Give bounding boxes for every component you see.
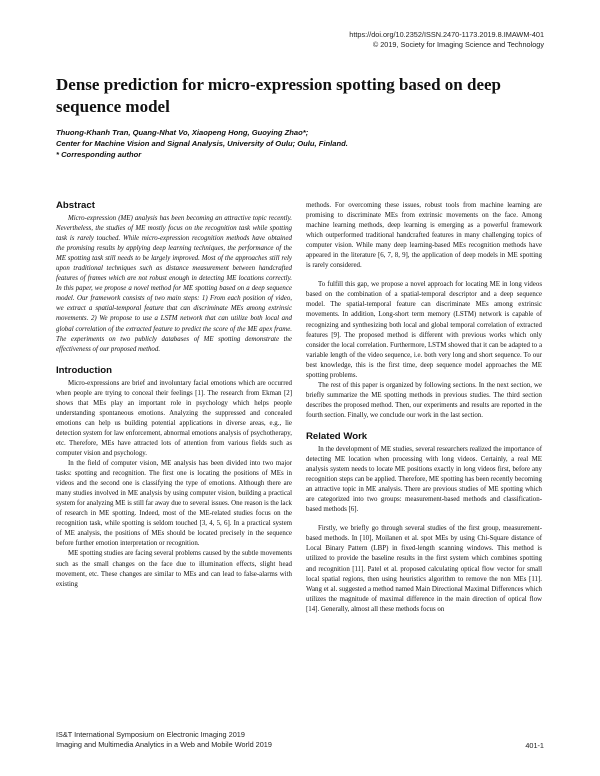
footer-symposium: IS&T International Symposium on Electronic Imaging 2019 — [56, 730, 245, 739]
copyright-line: © 2019, Society for Imaging Science and Technology — [372, 40, 544, 49]
intro-paragraph: The rest of this paper is organized by following sections. In the next section, we briefly summarize the ME spotting methods in previous studies. The third section describes the proposed method. Then, our experiments and results are reported in the fourth section. Finally, we conclude our work in the last section. — [306, 381, 542, 419]
author-block — [56, 127, 546, 160]
author-affiliation: Center for Machine Vision and Signal Analysis, University of Oulu; Oulu, Finland. — [56, 139, 348, 148]
footer-conference: Imaging and Multimedia Analytics in a Web and Mobile World 2019 — [56, 740, 272, 749]
left-column — [56, 200, 292, 590]
page-number: 401-1 — [525, 741, 544, 750]
related-work-paragraph: Firstly, we briefly go through several studies of the first group, measurement-based methods. In [10], Moilanen et al. spot MEs by using Chi-Square distance of Local Binary Pattern (LBP) in fixed-length scanning windows. This method is utilized to provide the baseline results in the first system which combines spotting and recognition [11]. Patel et al. proposed calculating optical flow vector for small local spatial regions, then using heuristics algorithm to remove the non MEs [11]. Wang et al. suggested a method named Main Directional Maximal Differences which utilizes the magnitude of maximal difference in the main direction of optical flow [14]. Generally, almost all these methods focus on — [306, 525, 542, 613]
doi-link[interactable]: https://doi.org/10.2352/ISSN.2470-1173.2019.8.IMAWM-401 — [349, 30, 544, 39]
abstract-heading: Abstract — [56, 200, 95, 211]
intro-paragraph: To fulfill this gap, we propose a novel approach for locating ME in long videos based on the combination of a spatial-temporal descriptor and a deep sequence model. The spatial-temporal feature can discriminate MEs among extrinsic movements. In addition, Long-short term memory (LSTM) network is capable of recognizing and synthesizing both local and global temporal correlation of extracted features [9]. The proposed method is different with previous works which only consider the local correlation. Furthermore, LSTM showed that it can be adapted to a variable length of the video sequence, i.e. both very long and short sequence. To our best knowledge, this is the first time, deep sequence model approaches the ME spotting problems. — [306, 281, 542, 379]
intro-paragraph: Micro-expressions are brief and involuntary facial emotions which are occurred when people are trying to conceal their feelings [1]. The research from Ekman [2] shows that MEs play an important role in psychology which helps people understanding spontaneous emotions. Analyzing the suppressed and concealed emotions can help us building potential applications in diverse areas, e.g., lie detection system for law enforcement, abnormal emotions analysis of psychotherapy, etc. Therefore, MEs have attracted lots of attention from various fields such as computer vision and psychology. — [56, 379, 292, 457]
paper-title: Dense prediction for micro-expression spotting based on deep sequence model — [56, 75, 502, 116]
intro-paragraph: In the field of computer vision, ME analysis has been divided into two major tasks: spotting and recognition. The first one is locating the positions of MEs in videos and the second one is classifying the type of emotions. Although there are many studies involved in ME analysis by using computer vision, building a practical system for analyzing ME is still far away due to several issues. One reason is the lack of research in ME spotting. Indeed, most of the ME-related studies focus on the recognition task, while spotting is seldom touched [3, 4, 5, 6]. In a practical system of ME analysis, the positions of MEs should be located precisely in the sequence before further emotion interpretation or recognition. — [56, 460, 292, 548]
page-footer — [56, 730, 376, 750]
intro-continued-paragraph: methods. For overcoming these issues, robust tools from machine learning are promising to discriminate MEs from extrinsic movements on the face. Among machine learning methods, deep learning is emerging as a powerful framework which outperformed traditional handcrafted features in many challenging topics of computer vision. While many deep learning-based MEs recognition methods have appeared in the literature [6, 7, 8, 9], the application of deep models in ME spotting is rarely considered. — [306, 202, 542, 270]
abstract-text: Micro-expression (ME) analysis has been becoming an attractive topic recently. Nevertheless, the studies of ME mostly focus on the recognition task while spotting task is rarely touched. While micro-expression recognition methods have obtained the promising results by applying deep learning techniques, the performance of the ME spotting task still needs to be largely improved. Most of the approaches still rely upon traditional techniques such as distance measurement between handcrafted features of frames which are not robust enough in detecting ME locations correctly. In this paper, we propose a novel method for ME spotting based on a deep sequence model. Our framework consists of two main steps: 1) From each position of video, we extract a spatial-temporal feature that can discriminate MEs among extrinsic movements. 2) We propose to use a LSTM network that can utilize both local and global correlation of the extracted feature to predict the score of the ME apex frame. The experiments on two publicly databases of ME spotting demonstrate the effectiveness of our proposed method. — [56, 215, 292, 353]
author-names: Thuong-Khanh Tran, Quang-Nhat Vo, Xiaopeng Hong, Guoying Zhao*; — [56, 128, 309, 137]
corresponding-note: * Corresponding author — [56, 150, 142, 159]
introduction-heading: Introduction — [56, 364, 112, 376]
right-column — [306, 201, 542, 615]
related-work-heading: Related Work — [306, 430, 368, 442]
related-work-paragraph: In the development of ME studies, several researchers realized the importance of detecting ME location when processing with long videos. Certainly, a real ME analysis system needs to locate ME positions exactly in long videos first, before any recognition steps can be applied. Therefore, ME spotting has been recently becoming an attractive topic in ME analysis. There are previous studies of ME spotting which are categorized into two groups: measurement-based methods and classification-based methods [6]. — [306, 445, 542, 514]
page-header — [214, 30, 544, 50]
intro-paragraph: ME spotting studies are facing several problems caused by the subtle movements such as the small changes on the face due to illumination effects, slight head movement, etc. These changes are similar to MEs and can lead to false-alarms with existing — [56, 550, 292, 588]
